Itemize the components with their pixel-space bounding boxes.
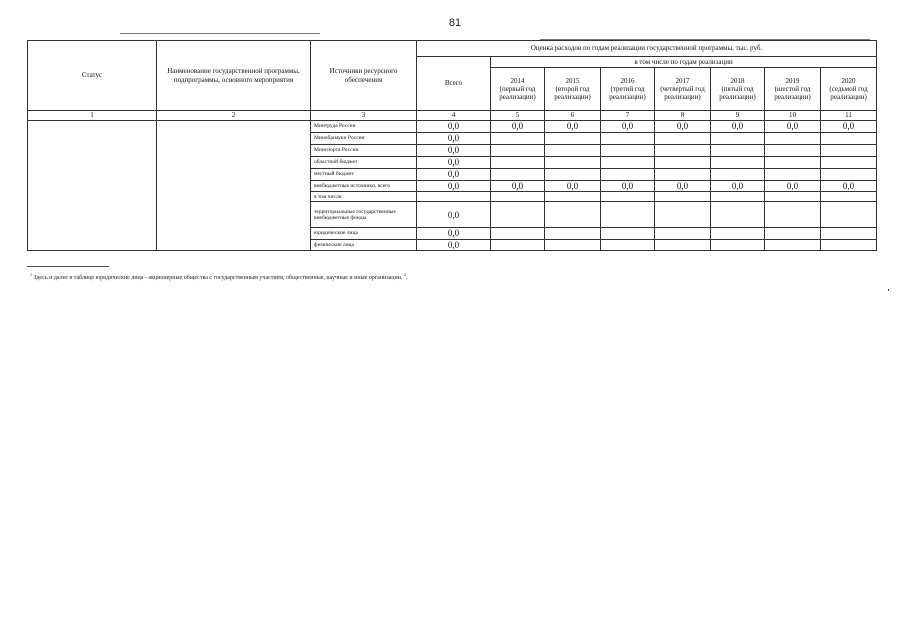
column-number: 6	[545, 111, 601, 121]
page-number: 81	[448, 17, 462, 29]
year-value-cell	[821, 192, 877, 202]
header-year-2019	[765, 68, 821, 111]
year-value-cell	[601, 239, 655, 250]
year-note: (седьмой год реализации)	[829, 84, 868, 102]
year-value-cell	[765, 239, 821, 250]
header-year-2017	[655, 68, 711, 111]
header-year-2016	[601, 68, 655, 111]
year-value-cell: 0,0	[711, 121, 765, 133]
year-value-cell	[545, 145, 601, 157]
year-value-cell	[711, 202, 765, 228]
year-value-cell	[765, 133, 821, 145]
year-value-cell	[545, 157, 601, 169]
total-cell: 0,0	[417, 169, 491, 181]
name-cell	[157, 121, 311, 251]
column-number: 2	[157, 111, 311, 121]
total-cell: 0,0	[417, 202, 491, 228]
source-cell: Минобрнауки России	[311, 133, 417, 145]
year-value-cell	[491, 192, 545, 202]
year-value-cell	[491, 239, 545, 250]
table-row	[28, 121, 877, 133]
year-label: 2014	[510, 76, 525, 85]
scan-line	[540, 39, 870, 40]
year-value-cell	[655, 133, 711, 145]
year-value-cell	[491, 202, 545, 228]
source-cell: физические лица	[311, 239, 417, 250]
year-value-cell	[655, 202, 711, 228]
column-number: 10	[765, 111, 821, 121]
header-status: Статус	[28, 41, 157, 111]
header-estimate: Оценка расходов по годам реализации государственной программы, тыс. руб.	[417, 41, 877, 57]
year-value-cell	[711, 239, 765, 250]
year-value-cell	[491, 228, 545, 239]
footnote-rule	[27, 266, 109, 267]
year-value-cell	[491, 157, 545, 169]
year-value-cell: 0,0	[601, 181, 655, 192]
year-value-cell: 0,0	[711, 181, 765, 192]
scan-line	[120, 33, 320, 34]
year-value-cell	[765, 192, 821, 202]
header-total: Всего	[417, 57, 491, 111]
header-year-2018	[711, 68, 765, 111]
year-value-cell	[655, 169, 711, 181]
year-value-cell: 0,0	[821, 121, 877, 133]
year-label: 2019	[785, 76, 800, 85]
year-value-cell	[491, 133, 545, 145]
column-number: 3	[311, 111, 417, 121]
year-value-cell	[711, 228, 765, 239]
year-value-cell: 0,0	[491, 181, 545, 192]
total-cell: 0,0	[417, 157, 491, 169]
status-cell	[28, 121, 157, 251]
header-year-2014	[491, 68, 545, 111]
total-cell: 0,0	[417, 121, 491, 133]
year-value-cell	[655, 239, 711, 250]
year-note: (пятый год реализации)	[719, 84, 756, 102]
source-cell: внебюджетные источники, всего	[311, 181, 417, 192]
year-value-cell	[711, 133, 765, 145]
total-cell: 0,0	[417, 228, 491, 239]
year-value-cell	[765, 228, 821, 239]
total-cell: 0,0	[417, 181, 491, 192]
year-label: 2020	[841, 76, 856, 85]
footnote: $^1$ Здесь и далее в таблице юридические лица - акционерные общества с государственным участием, общественные, научные и иные организации. $^1$.	[30, 272, 408, 281]
year-value-cell	[765, 145, 821, 157]
year-value-cell	[601, 133, 655, 145]
column-number: 5	[491, 111, 545, 121]
year-value-cell: 0,0	[821, 181, 877, 192]
year-value-cell	[821, 228, 877, 239]
year-value-cell	[821, 169, 877, 181]
year-value-cell	[545, 192, 601, 202]
year-value-cell	[711, 169, 765, 181]
year-note: (третий год реализации)	[609, 84, 646, 102]
year-value-cell: 0,0	[491, 121, 545, 133]
year-value-cell	[655, 145, 711, 157]
total-cell	[417, 192, 491, 202]
year-value-cell	[655, 157, 711, 169]
year-value-cell: 0,0	[601, 121, 655, 133]
total-cell: 0,0	[417, 145, 491, 157]
scan-dot	[888, 289, 889, 291]
column-number: 11	[821, 111, 877, 121]
source-cell: местный бюджет	[311, 169, 417, 181]
year-value-cell: 0,0	[655, 121, 711, 133]
total-cell: 0,0	[417, 239, 491, 250]
year-value-cell	[765, 202, 821, 228]
year-value-cell	[765, 157, 821, 169]
footnote-text: Здесь и далее в таблице юридические лица - акционерные общества с государственным участием, общественные, научные и иные организации.	[33, 275, 403, 281]
year-value-cell	[821, 133, 877, 145]
resource-table	[27, 40, 877, 251]
year-value-cell: 0,0	[655, 181, 711, 192]
year-value-cell	[545, 239, 601, 250]
header-year-2015	[545, 68, 601, 111]
source-cell: областной бюджет	[311, 157, 417, 169]
source-cell: в том числе:	[311, 192, 417, 202]
year-value-cell	[711, 157, 765, 169]
source-cell: территориальные государственные внебюджетные фонды	[311, 202, 417, 228]
year-value-cell	[711, 192, 765, 202]
year-note: (второй год реализации)	[554, 84, 591, 102]
year-value-cell	[491, 145, 545, 157]
year-value-cell	[545, 133, 601, 145]
year-value-cell	[545, 169, 601, 181]
year-value-cell	[601, 157, 655, 169]
year-value-cell	[821, 157, 877, 169]
source-cell: юридические лица	[311, 228, 417, 239]
year-label: 2017	[675, 76, 690, 85]
column-number: 1	[28, 111, 157, 121]
column-number: 7	[601, 111, 655, 121]
header-including-years: в том числе по годам реализации	[491, 57, 877, 68]
year-value-cell	[711, 145, 765, 157]
header-year-2020	[821, 68, 877, 111]
column-number: 4	[417, 111, 491, 121]
year-value-cell	[821, 145, 877, 157]
year-note: (четвертый год реализации)	[660, 84, 705, 102]
year-value-cell	[655, 192, 711, 202]
year-note: (шестой год реализации)	[774, 84, 811, 102]
header-source: Источники ресурсного обеспечения	[311, 41, 417, 111]
year-value-cell	[601, 192, 655, 202]
year-value-cell	[545, 228, 601, 239]
total-cell: 0,0	[417, 133, 491, 145]
year-value-cell	[491, 169, 545, 181]
year-value-cell: 0,0	[765, 121, 821, 133]
footnote-marker: 1	[30, 272, 32, 277]
year-value-cell: 0,0	[765, 181, 821, 192]
year-value-cell	[601, 169, 655, 181]
year-value-cell	[545, 202, 601, 228]
source-cell: Минспорта России	[311, 145, 417, 157]
year-label: 2016	[620, 76, 635, 85]
column-number: 9	[711, 111, 765, 121]
year-value-cell	[601, 228, 655, 239]
year-value-cell	[821, 202, 877, 228]
year-value-cell: 0,0	[545, 121, 601, 133]
column-number: 8	[655, 111, 711, 121]
year-note: (первый год реализации)	[499, 84, 536, 102]
year-value-cell	[601, 202, 655, 228]
year-label: 2015	[565, 76, 580, 85]
footnote-end-marker: 1	[403, 272, 406, 277]
year-value-cell: 0,0	[545, 181, 601, 192]
year-value-cell	[765, 169, 821, 181]
header-name: Наименование государственной программы, подпрограммы, основного мероприятия	[157, 41, 311, 111]
year-label: 2018	[730, 76, 745, 85]
year-value-cell	[601, 145, 655, 157]
source-cell: Минтруда России	[311, 121, 417, 133]
year-value-cell	[821, 239, 877, 250]
year-value-cell	[655, 228, 711, 239]
